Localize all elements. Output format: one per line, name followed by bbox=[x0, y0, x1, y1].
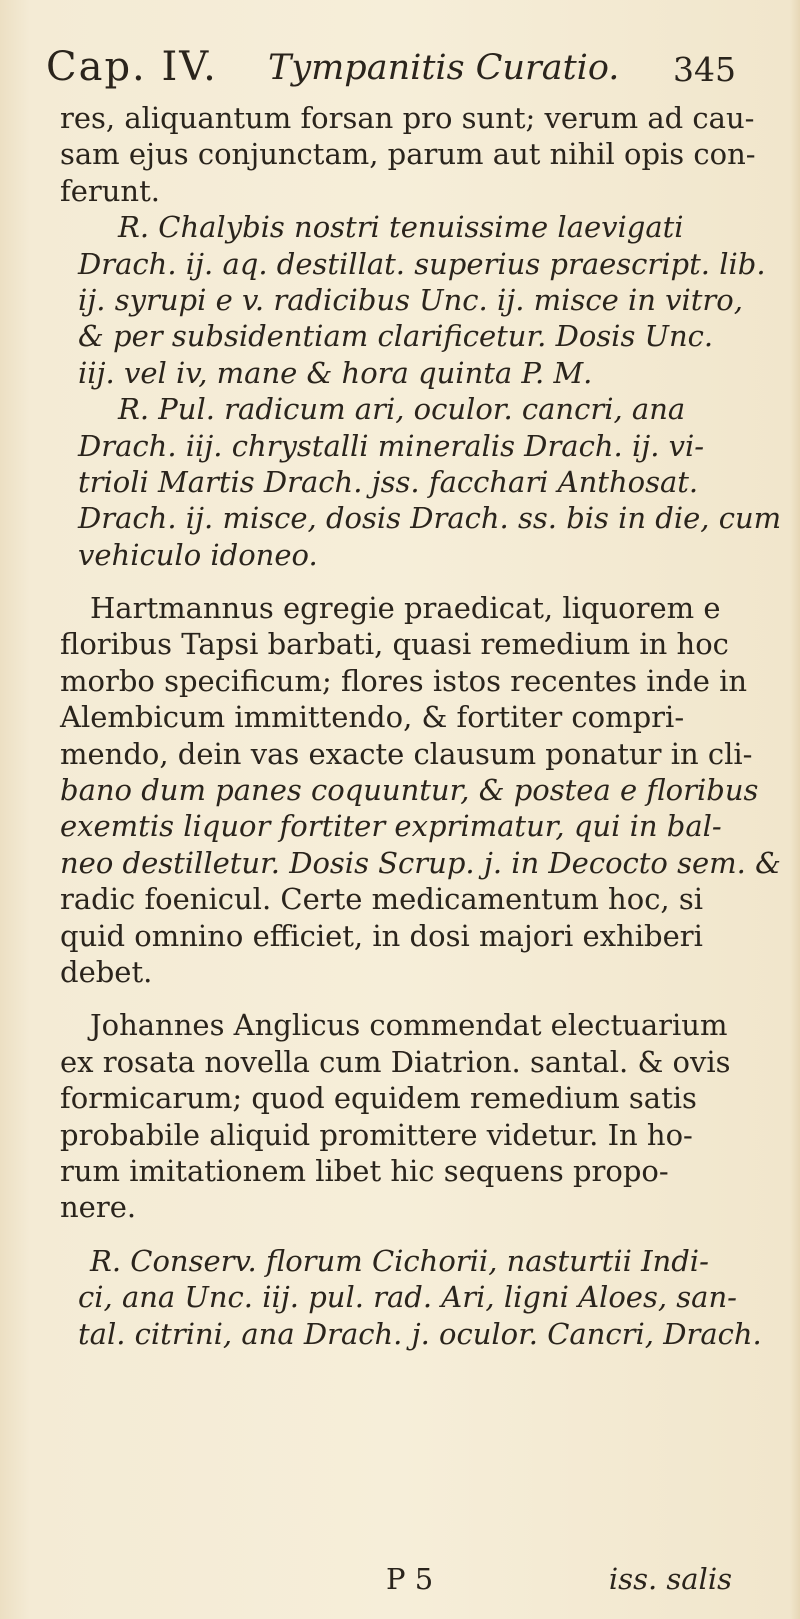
page-number: 345 bbox=[673, 50, 736, 89]
text-line: formicarum; quod equidem remedium satis bbox=[60, 1081, 697, 1116]
text-line: sam ejus conjunctam, parum aut nihil opis con- bbox=[60, 137, 756, 172]
text-line: probabile aliquid promittere videtur. In ho- bbox=[60, 1117, 693, 1152]
text-line: trioli Martis Drach. jss. facchari Anthosat. bbox=[78, 464, 699, 499]
text-line: vehiculo idoneo. bbox=[78, 537, 318, 572]
text-line: R. Pul. radicum ari, oculor. cancri, ana bbox=[118, 392, 686, 427]
paragraph-gap bbox=[60, 573, 736, 590]
paragraph-gap bbox=[60, 1226, 736, 1243]
text-line: Drach. ij. misce, dosis Drach. ss. bis in die, cum bbox=[78, 501, 782, 536]
paragraph-gap bbox=[60, 990, 736, 1007]
text-line: R. Conserv. florum Cichorii, nasturtii Indi- bbox=[90, 1243, 709, 1278]
text-line: bano dum panes coquuntur, & postea e floribus bbox=[60, 773, 759, 808]
text-line: neo destilletur. Dosis Scrup. j. in Decocto sem. & bbox=[60, 845, 781, 880]
text-line: morbo specificum; flores istos recentes inde in bbox=[60, 663, 748, 698]
text-line: Hartmannus egregie praedicat, liquorem e bbox=[90, 591, 721, 626]
text-line: & per subsidentiam clarificetur. Dosis Unc. bbox=[78, 319, 714, 354]
text-line: rum imitationem libet hic sequens propo- bbox=[60, 1153, 669, 1188]
text-line: nere. bbox=[60, 1190, 137, 1225]
text-line: floribus Tapsi barbati, quasi remedium in hoc bbox=[60, 627, 729, 662]
text-line: quid omnino efficiet, in dosi majori exhiberi bbox=[60, 918, 703, 953]
text-line: res, aliquantum forsan pro sunt; verum ad cau- bbox=[60, 101, 755, 135]
text-line: ex rosata novella cum Diatrion. santal. & ovis bbox=[60, 1044, 731, 1079]
text-line: exemtis liquor fortiter exprimatur, qui in bal- bbox=[60, 809, 722, 844]
body-text bbox=[60, 100, 782, 1352]
catchword: iss. salis bbox=[608, 1562, 732, 1596]
text-line: tal. citrini, ana Drach. j. oculor. Cancri, Drach. bbox=[78, 1316, 762, 1351]
chapter-label: Cap. IV. bbox=[46, 44, 218, 90]
text-line: Alembicum immittendo, & fortiter compri- bbox=[60, 700, 685, 735]
chapter-title: Tympanitis Curatio. bbox=[268, 48, 620, 88]
text-line: Drach. ij. aq. destillat. superius praescript. lib. bbox=[78, 246, 766, 281]
signature-mark: P 5 bbox=[386, 1562, 434, 1596]
text-line: radic foenicul. Certe medicamentum hoc, si bbox=[60, 882, 704, 917]
text-line: iij. vel iv, mane & hora quinta P. M. bbox=[78, 355, 593, 390]
text-line: mendo, dein vas exacte clausum ponatur in cli- bbox=[60, 736, 753, 771]
text-line: Drach. iij. chrystalli mineralis Drach. ij. vi- bbox=[78, 428, 705, 463]
text-line: ci, ana Unc. iij. pul. rad. Ari, ligni Aloes, san- bbox=[78, 1280, 737, 1315]
page-footer bbox=[60, 1562, 736, 1602]
text-line: ij. syrupi e v. radicibus Unc. ij. misce in vitro, bbox=[78, 282, 743, 317]
running-header bbox=[46, 44, 736, 94]
text-line: Johannes Anglicus commendat electuarium bbox=[90, 1008, 728, 1043]
text-line: R. Chalybis nostri tenuissime laevigati bbox=[118, 210, 684, 245]
text-line: ferunt. bbox=[60, 173, 160, 208]
text-line: debet. bbox=[60, 954, 153, 989]
